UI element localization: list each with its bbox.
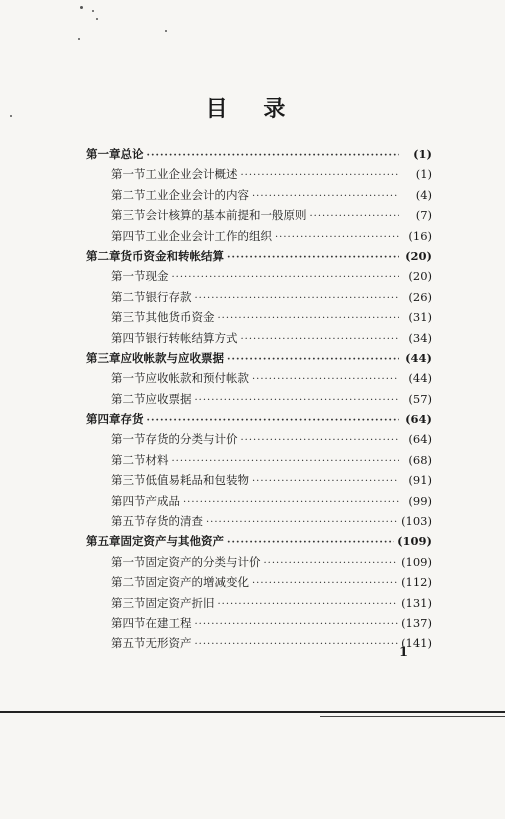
entry-title: 在建工程 xyxy=(145,615,192,630)
dot-leader xyxy=(252,187,399,207)
toc-section-entry xyxy=(86,613,432,633)
dot-leader xyxy=(147,411,400,431)
entry-number: 第一节 xyxy=(111,554,146,569)
entry-title: 存货 xyxy=(120,412,144,427)
dot-leader xyxy=(195,391,400,411)
toc-section-entry xyxy=(86,593,432,613)
toc-section-entry xyxy=(86,470,432,490)
toc-section-entry xyxy=(86,511,432,531)
entry-number: 第二节 xyxy=(111,452,146,467)
entry-page: (137) xyxy=(401,615,432,630)
dot-leader xyxy=(206,513,398,533)
entry-number: 第四节 xyxy=(111,615,146,630)
dot-leader xyxy=(241,166,400,186)
toc-section-entry xyxy=(86,287,432,307)
entry-page: (7) xyxy=(415,208,432,223)
entry-page: (68) xyxy=(408,452,432,467)
entry-page: (64) xyxy=(405,412,432,427)
entry-title: 银行转帐结算方式 xyxy=(145,330,238,345)
entry-number: 第二节 xyxy=(111,391,146,406)
entry-number: 第五节 xyxy=(111,514,146,529)
entry-number: 第二章 xyxy=(86,248,121,263)
scan-speck xyxy=(92,10,94,12)
dot-leader xyxy=(227,350,399,370)
entry-page: (112) xyxy=(401,575,432,590)
entry-page: (57) xyxy=(408,391,432,406)
toc-section-entry xyxy=(86,266,432,286)
dot-leader xyxy=(218,595,399,615)
entry-page: (31) xyxy=(408,310,432,325)
dot-leader xyxy=(183,493,399,513)
scan-speck xyxy=(10,115,12,117)
toc-section-entry xyxy=(86,164,432,184)
toc-section-entry xyxy=(86,572,432,592)
entry-title: 工业企业会计概述 xyxy=(145,167,238,182)
dot-leader xyxy=(252,472,399,492)
entry-title: 固定资产与其他资产 xyxy=(120,534,224,549)
dot-leader xyxy=(195,635,399,655)
entry-page: (99) xyxy=(408,493,432,508)
dot-leader xyxy=(252,370,399,390)
entry-number: 第一节 xyxy=(111,432,146,447)
toc-section-entry xyxy=(86,633,432,653)
entry-number: 第三节 xyxy=(111,208,146,223)
entry-page: (26) xyxy=(408,289,432,304)
entry-page: (1) xyxy=(415,167,432,182)
entry-page: (44) xyxy=(408,371,432,386)
scan-speck xyxy=(78,38,80,40)
entry-title: 应收帐款与应收票据 xyxy=(120,350,224,365)
dot-leader xyxy=(172,452,400,472)
entry-number: 第三章 xyxy=(86,350,121,365)
entry-page: (20) xyxy=(405,248,432,263)
bottom-rule xyxy=(0,711,505,713)
entry-page: (91) xyxy=(408,473,432,488)
entry-title: 货币资金和转帐结算 xyxy=(120,248,224,263)
dot-leader xyxy=(147,146,400,166)
bottom-rule-short xyxy=(320,716,505,717)
scan-speck xyxy=(80,6,83,9)
entry-title: 低值易耗品和包装物 xyxy=(145,473,249,488)
entry-title: 应收票据 xyxy=(145,391,192,406)
entry-title: 其他货币资金 xyxy=(145,310,215,325)
entry-title: 总论 xyxy=(120,147,144,161)
entry-number: 第二节 xyxy=(111,187,146,202)
toc-chapter-entry xyxy=(86,246,432,266)
toc-section-entry xyxy=(86,205,432,225)
entry-title: 固定资产折旧 xyxy=(145,595,215,610)
toc-section-entry xyxy=(86,368,432,388)
dot-leader xyxy=(227,533,394,553)
toc-title: 目 录 xyxy=(205,97,300,122)
toc-section-entry xyxy=(86,552,432,572)
entry-page: (1) xyxy=(413,147,432,161)
entry-title: 材料 xyxy=(145,452,169,467)
toc-section-entry xyxy=(86,450,432,470)
toc-section-entry xyxy=(86,429,432,449)
dot-leader xyxy=(195,289,400,309)
toc-chapter-entry xyxy=(86,409,432,429)
entry-page: (20) xyxy=(408,269,432,284)
entry-title: 固定资产的增减变化 xyxy=(145,575,249,590)
toc-section-entry xyxy=(86,307,432,327)
dot-leader xyxy=(241,330,400,350)
dot-leader xyxy=(218,309,400,329)
entry-page: (109) xyxy=(397,534,432,549)
entry-number: 第三节 xyxy=(111,473,146,488)
entry-number: 第四章 xyxy=(86,412,121,427)
entry-page: (64) xyxy=(408,432,432,447)
entry-page: (109) xyxy=(401,554,432,569)
dot-leader xyxy=(241,431,400,451)
entry-number: 第五章 xyxy=(86,534,121,549)
toc-section-entry xyxy=(86,328,432,348)
entry-number: 第一节 xyxy=(111,167,146,182)
toc-section-entry xyxy=(86,185,432,205)
entry-page: (131) xyxy=(401,595,432,610)
entry-title: 固定资产的分类与计价 xyxy=(145,554,261,569)
entry-page: (16) xyxy=(408,228,432,243)
entry-number: 第五节 xyxy=(111,636,146,651)
toc-section-entry xyxy=(86,491,432,511)
entry-number: 第一章 xyxy=(86,147,121,161)
dot-leader xyxy=(227,248,399,268)
entry-title: 存货的清查 xyxy=(145,514,203,529)
entry-title: 现金 xyxy=(145,269,169,284)
entry-page: (4) xyxy=(415,187,432,202)
page-number: 1 xyxy=(399,645,409,660)
entry-title: 银行存款 xyxy=(145,289,192,304)
dot-leader xyxy=(310,207,400,227)
entry-number: 第三节 xyxy=(111,595,146,610)
entry-title: 工业企业会计的内容 xyxy=(145,187,249,202)
entry-title: 会计核算的基本前提和一般原则 xyxy=(145,208,307,223)
entry-number: 第三节 xyxy=(111,310,146,325)
entry-number: 第一节 xyxy=(111,269,146,284)
entry-title: 产成品 xyxy=(145,493,180,508)
toc-chapter-entry xyxy=(86,144,432,164)
table-of-contents xyxy=(86,144,432,654)
entry-number: 第四节 xyxy=(111,228,146,243)
scan-speck xyxy=(96,18,98,20)
entry-page: (103) xyxy=(401,514,432,529)
entry-title: 无形资产 xyxy=(145,636,192,651)
entry-page: (141) xyxy=(401,636,432,651)
entry-number: 第四节 xyxy=(111,493,146,508)
dot-leader xyxy=(195,615,399,635)
toc-chapter-entry xyxy=(86,348,432,368)
toc-section-entry xyxy=(86,226,432,246)
dot-leader xyxy=(275,228,399,248)
entry-title: 存货的分类与计价 xyxy=(145,432,238,447)
scan-speck xyxy=(165,30,167,32)
entry-number: 第四节 xyxy=(111,330,146,345)
dot-leader xyxy=(252,574,398,594)
entry-title: 工业企业会计工作的组织 xyxy=(145,228,272,243)
toc-chapter-entry xyxy=(86,531,432,551)
entry-page: (44) xyxy=(405,350,432,365)
entry-number: 第一节 xyxy=(111,371,146,386)
dot-leader xyxy=(172,268,400,288)
entry-title: 应收帐款和预付帐款 xyxy=(145,371,249,386)
entry-number: 第二节 xyxy=(111,289,146,304)
toc-section-entry xyxy=(86,389,432,409)
entry-number: 第二节 xyxy=(111,575,146,590)
dot-leader xyxy=(264,554,399,574)
entry-page: (34) xyxy=(408,330,432,345)
